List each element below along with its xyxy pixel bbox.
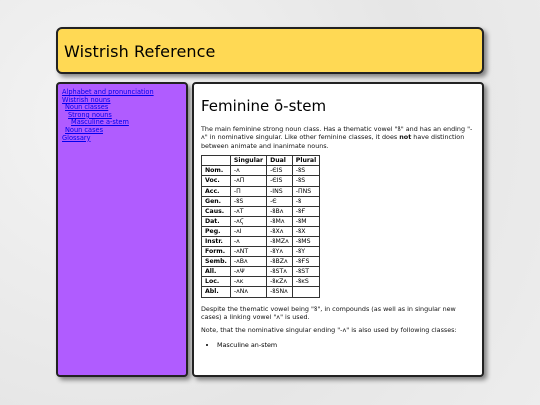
sidebar-nav (56, 82, 188, 377)
intro-paragraph (201, 125, 475, 150)
table-row (202, 277, 320, 287)
case-name-cell: Form. (202, 247, 231, 257)
ending-cell: -ʌT (230, 206, 266, 216)
ending-cell: -ΠNS (292, 186, 319, 196)
ending-cell: -ЄIS (267, 176, 293, 186)
ending-cell: -ʌ (230, 236, 266, 246)
table-row (202, 216, 320, 226)
nav-link-glossary[interactable]: Glossary (62, 133, 91, 142)
case-name-cell: Nom. (202, 166, 231, 176)
ending-cell: -Π (230, 186, 266, 196)
page-header (56, 27, 484, 74)
note-paragraph: Note, that the nominative singular ending "-ʌ" is also used by following classes: (201, 326, 457, 335)
ending-cell: -ꝸҒS (292, 257, 319, 267)
case-name-cell: All. (202, 267, 231, 277)
ending-cell: -ꝸYʌ (267, 247, 293, 257)
ending-cell: -ꝸXʌ (267, 226, 293, 236)
ending-cell: -ꝸĸZʌ (267, 277, 293, 287)
ending-cell (292, 287, 319, 297)
table-row (202, 236, 320, 246)
intro-text-2: have distinction between animate and inanimate nouns. (201, 133, 465, 150)
table-row (202, 267, 320, 277)
table-header: Singular (230, 156, 266, 166)
nav-link-strong-nouns[interactable]: Strong nouns (68, 110, 112, 119)
table-row (202, 257, 320, 267)
ending-cell: -ʌΠ (230, 176, 266, 186)
list-item: • Masculine an-stem (217, 341, 475, 349)
ending-cell: -ꝸBZʌ (267, 257, 293, 267)
case-name-cell: Gen. (202, 196, 231, 206)
declension-table (201, 155, 320, 297)
ending-cell: -ꝸҒ (292, 206, 319, 216)
case-name-cell: Abl. (202, 287, 231, 297)
ending-cell: -ꝸ (292, 196, 319, 206)
nav-link-masculine-a-stem[interactable]: Masculine a-stem (71, 118, 129, 127)
ending-cell: -ʌ (230, 166, 266, 176)
ending-cell: -ꝸS (292, 176, 319, 186)
case-name-cell: Caus. (202, 206, 231, 216)
ending-cell: -ʌI (230, 226, 266, 236)
ending-cell: -ꝸY (292, 247, 319, 257)
intro-text-1: The main feminine strong noun class. Has a thematic vowel "ꝸ" and has an ending "-ʌ" in nominative singular. Like other feminine classes, it does (201, 125, 473, 142)
case-name-cell: Loc. (202, 277, 231, 287)
table-row (202, 166, 320, 176)
case-name-cell: Semb. (202, 257, 231, 267)
nav-link-wistrish-nouns[interactable]: Wistrish nouns (62, 95, 111, 104)
ending-cell: -ꝸĸS (292, 277, 319, 287)
ending-cell: -ꝸMZʌ (267, 236, 293, 246)
ending-cell: -ЄIS (267, 166, 293, 176)
ending-cell: -Є (267, 196, 293, 206)
ending-cell: -ꝸSNʌ (267, 287, 293, 297)
ending-cell: -ꝸBʌ (267, 206, 293, 216)
nav-link-noun-classes[interactable]: Noun classes (65, 103, 109, 112)
ending-cell: -ʌNT (230, 247, 266, 257)
ending-cell: -ꝸST (292, 267, 319, 277)
table-header (202, 156, 231, 166)
case-name-cell: Dat. (202, 216, 231, 226)
site-title: Wistrish Reference (64, 42, 216, 61)
ending-cell: -ꝸSTʌ (267, 267, 293, 277)
ending-cell: -ꝸMS (292, 236, 319, 246)
ending-cell: -ꝸS (230, 196, 266, 206)
table-body (202, 166, 320, 297)
main-content (192, 82, 484, 377)
nav-link-alphabet[interactable]: Alphabet and pronunciation (62, 88, 154, 96)
case-name-cell: Instr. (202, 236, 231, 246)
nav-link-noun-cases[interactable]: Noun cases (65, 125, 104, 134)
ending-cell: -INS (267, 186, 293, 196)
case-name-cell: Voc. (202, 176, 231, 186)
ending-cell: -ʌϚ (230, 216, 266, 226)
linking-vowel-paragraph: Despite the thematic vowel being "ꝸ", in compounds (as well as in singular new cases) a linking vowel "ʌ" is used. (201, 304, 456, 321)
intro-emphasis: not (399, 133, 412, 142)
ending-cell: -ʌBʌ (230, 257, 266, 267)
ending-cell: -ꝸS (292, 166, 319, 176)
table-header: Plural (292, 156, 319, 166)
table-row (202, 196, 320, 206)
class-list (201, 341, 475, 349)
table-row (202, 247, 320, 257)
table-row (202, 186, 320, 196)
table-row (202, 206, 320, 216)
ending-cell: -ʌĸ (230, 277, 266, 287)
table-header: Dual (267, 156, 293, 166)
case-name-cell: Peg. (202, 226, 231, 236)
ending-cell: -ꝸMʌ (267, 216, 293, 226)
table-row (202, 287, 320, 297)
ending-cell: -ꝸX (292, 226, 319, 236)
case-name-cell: Acc. (202, 186, 231, 196)
table-row (202, 226, 320, 236)
page-title: Feminine ō-stem (201, 97, 327, 115)
ending-cell: -ꝸM (292, 216, 319, 226)
ending-cell: -ʌNʌ (230, 287, 266, 297)
table-header-row (202, 156, 320, 166)
table-row (202, 176, 320, 186)
ending-cell: -ʌΨ (230, 267, 266, 277)
